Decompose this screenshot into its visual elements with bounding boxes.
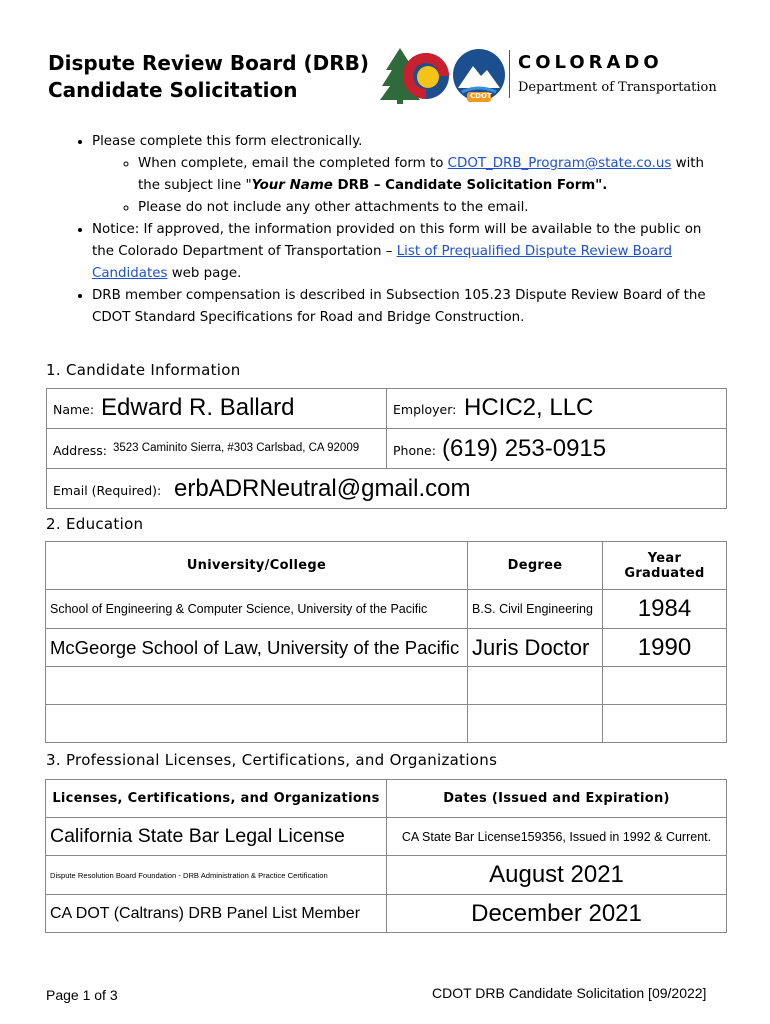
address-label: Address: [53, 443, 107, 458]
name-label: Name: [53, 402, 95, 417]
subject-name-emphasis: Your Name [251, 178, 333, 193]
email-link[interactable]: CDOT_DRB_Program@state.co.us [447, 156, 672, 171]
employer-field[interactable] [386, 388, 727, 429]
badge-text: CDOT [470, 92, 492, 100]
school-cell[interactable]: McGeorge School of Law, University of the Pacific [46, 629, 468, 667]
instruction-item [92, 219, 726, 285]
instruction-text: Notice: If approved, the information provided on this form will be available to the public on the Colorado Department of Transportation – [92, 222, 702, 259]
license-dates-cell[interactable]: August 2021 [387, 856, 727, 895]
email-value: erbADRNeutral@gmail.com [174, 475, 471, 502]
table-row [46, 667, 727, 705]
col-year [603, 542, 727, 590]
page-title [48, 50, 369, 104]
instruction-text: Please do not include any other attachments to the email. [138, 200, 529, 215]
phone-value: (619) 253-0915 [442, 435, 607, 462]
logo-divider [509, 50, 510, 98]
year-cell[interactable]: 1990 [603, 629, 727, 667]
instruction-text: with [671, 156, 705, 171]
phone-label: Phone: [393, 443, 436, 458]
table-row [46, 590, 727, 629]
license-dates-cell[interactable]: December 2021 [387, 895, 727, 933]
org-name: COLORADO [518, 52, 663, 73]
col-license-name: Licenses, Certifications, and Organizations [46, 780, 387, 818]
col-license-dates: Dates (Issued and Expiration) [387, 780, 727, 818]
table-row [46, 818, 727, 856]
subject-line-text: DRB – Candidate Solicitation Form". [332, 178, 608, 193]
employer-value: HCIC2, LLC [464, 394, 594, 421]
section-heading-candidate: 1. Candidate Information [46, 361, 241, 379]
name-field[interactable] [46, 388, 387, 429]
org-dept: Department of Transportation [518, 80, 717, 95]
address-value: 3523 Caminito Sierra, #303 Carlsbad, CA 92009 [113, 442, 360, 454]
title-line-2: Candidate Solicitation [48, 78, 298, 102]
instruction-text: DRB member compensation is described in Subsection 105.23 Dispute Review Board of the CDOT Standard Specifications for Road and Bridge Construction. [92, 288, 706, 325]
school-cell[interactable]: School of Engineering & Computer Science, University of the Pacific [46, 590, 468, 629]
instruction-text: When complete, email the completed form to [138, 156, 448, 171]
name-value: Edward R. Ballard [101, 394, 295, 421]
col-year-line1: Year [647, 550, 682, 566]
education-header-row [46, 542, 727, 590]
title-line-1: Dispute Review Board (DRB) [48, 51, 370, 75]
table-row [46, 705, 727, 743]
table-row [46, 895, 727, 933]
licenses-header-row [46, 780, 727, 818]
instruction-subitem [138, 153, 726, 197]
col-university: University/College [46, 542, 468, 590]
license-name-cell[interactable]: Dispute Resolution Board Foundation - DRB Administration & Practice Certification [46, 856, 387, 895]
instructions [66, 131, 726, 329]
instruction-text: the subject line " [138, 178, 252, 193]
col-year-line2: Graduated [624, 565, 705, 581]
phone-field[interactable] [386, 428, 727, 469]
page-number: Page 1 of 3 [46, 987, 118, 1003]
instruction-text: Please complete this form electronically. [92, 134, 363, 149]
address-field[interactable] [46, 428, 387, 469]
document-id: CDOT DRB Candidate Solicitation [09/2022] [432, 985, 707, 1001]
school-cell[interactable] [46, 705, 468, 743]
section-heading-licenses: 3. Professional Licenses, Certifications, and Organizations [46, 751, 498, 769]
instruction-item [92, 131, 726, 219]
year-cell[interactable]: 1984 [603, 590, 727, 629]
section-heading-education: 2. Education [46, 515, 144, 533]
instruction-item [92, 285, 726, 329]
school-cell[interactable] [46, 667, 468, 705]
table-row [46, 856, 727, 895]
license-name-cell[interactable]: California State Bar Legal License [46, 818, 387, 856]
education-table [45, 541, 727, 743]
degree-cell[interactable] [468, 705, 603, 743]
degree-cell[interactable]: B.S. Civil Engineering [468, 590, 603, 629]
degree-cell[interactable]: Juris Doctor [468, 629, 603, 667]
year-cell[interactable] [603, 705, 727, 743]
instruction-subitem [138, 197, 726, 219]
email-field[interactable] [46, 468, 727, 509]
year-cell[interactable] [603, 667, 727, 705]
licenses-table [45, 779, 727, 933]
instruction-text: web page. [167, 266, 242, 281]
license-name-cell[interactable]: CA DOT (Caltrans) DRB Panel List Member [46, 895, 387, 933]
table-row [46, 629, 727, 667]
employer-label: Employer: [393, 402, 457, 417]
cdot-logo-block [378, 44, 748, 106]
email-label: Email (Required): [53, 483, 162, 498]
degree-cell[interactable] [468, 667, 603, 705]
license-dates-cell[interactable]: CA State Bar License159356, Issued in 1992 & Current. [387, 818, 727, 856]
prequalified-list-link[interactable]: List of Prequalified Dispute Review Board Candidates [92, 244, 673, 281]
col-degree: Degree [468, 542, 603, 590]
